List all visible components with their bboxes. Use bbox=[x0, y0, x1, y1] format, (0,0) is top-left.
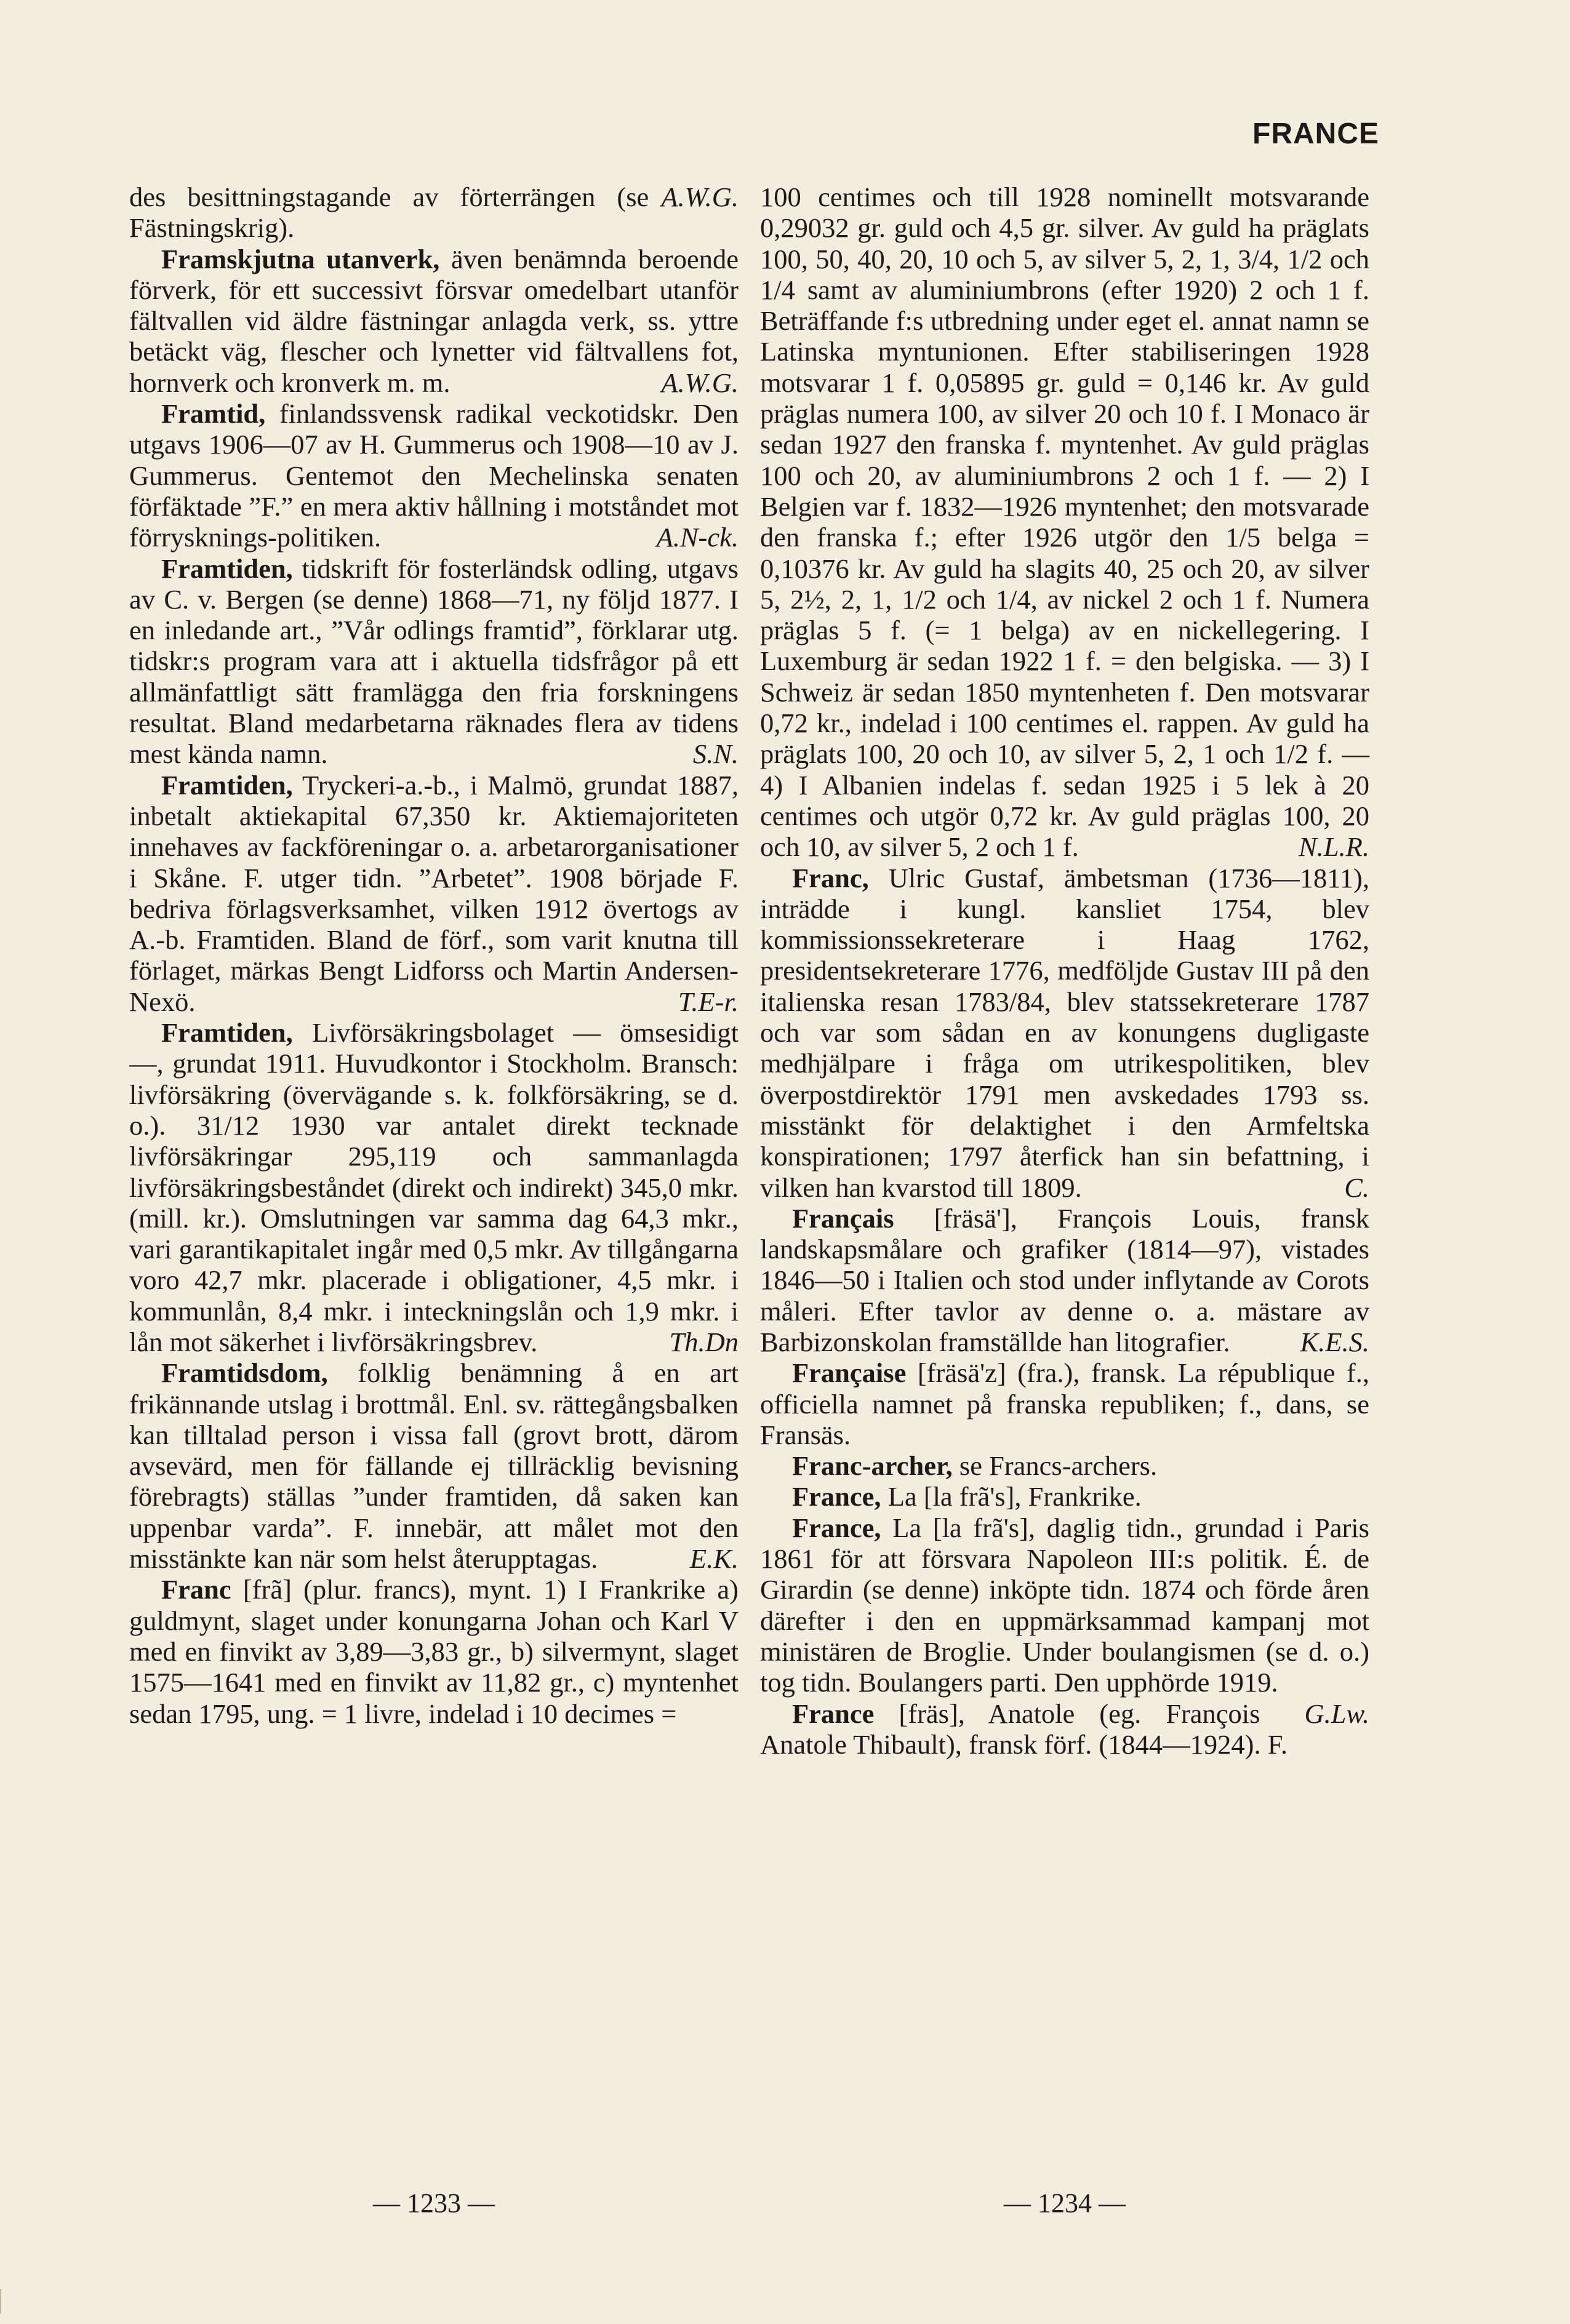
entry-fastningskrig-cont bbox=[129, 182, 739, 244]
right-column bbox=[760, 182, 1369, 1760]
entry-franc-ulric-gustaf bbox=[760, 863, 1369, 1203]
entry-framtid bbox=[129, 398, 739, 553]
entry-text: La [la frã's], Frankrike. bbox=[881, 1481, 1142, 1512]
entry-text: även benämnda beroende förverk, för ett successivt försvar omedelbart utanför fältvallen vid äldre fästningar anlagda verk, ss. yttre betäckt väg, flescher och lynetter vid fältvallens fot, hornverk och kronverk m. m. bbox=[129, 243, 739, 398]
entry-text: [fräsä'z] (fra.), fransk. La république f., officiella namnet på franska republiken; f., dans, se Fransäs. bbox=[760, 1357, 1369, 1450]
author-signature: E.K. bbox=[689, 1543, 739, 1575]
headword: Franc bbox=[161, 1574, 231, 1605]
entry-text: Ulric Gustaf, ämbetsman (1736—1811), inträdde i kungl. kansliet 1754, blev kommissionssekreterare i Haag 1762, presidentsekreterare 1776, medföljde Gustav III på den italienska resan 1783/84, blev statssekreterare 1787 och var som sådan en av konungens dugligaste medhjälpare i fråga om utrikespolitiken, blev överpostdirektör 1791 men avskedades 1793 ss. misstänkt för delaktighet i den Armfeltska konspirationen; 1797 återfick han sin befattning, i vilken han kvarstod till 1809. bbox=[760, 862, 1369, 1203]
headword: Framskjutna utanverk, bbox=[161, 243, 440, 274]
author-signature: S.N. bbox=[692, 738, 739, 770]
headword: Framtidsdom, bbox=[161, 1357, 328, 1389]
entry-text: des besittningstagande av förterrängen (se Fästningskrig). bbox=[129, 182, 649, 244]
entry-text: [fräsä'], François Louis, fransk landskapsmålare och grafiker (1814—97), vistades 1846—50 i Italien och stod under inflytande av Corots måleri. Efter tavlor av denne o. a. mästare av Barbizonskolan framställde han litografier. bbox=[760, 1202, 1369, 1357]
entry-text: La [la frã's], daglig tidn., grundad i Paris 1861 för att försvara Napoleon III:s politik. É. de Girardin (se denne) inköpte tidn. 1874 och förde åren därefter i den en uppmärksammad kampanj mot ministären de Broglie. Under boulangismen (se d. o.) tog tidn. Boulangers parti. Den upphörde 1919. bbox=[760, 1512, 1369, 1698]
headword: Framtid, bbox=[161, 398, 266, 429]
author-signature: A.W.G. bbox=[661, 367, 739, 398]
headword: Framtiden, bbox=[161, 553, 293, 584]
headword: Framtiden, bbox=[161, 1017, 293, 1048]
headword: France bbox=[792, 1698, 875, 1729]
entry-framtiden-tidskrift bbox=[129, 553, 739, 770]
entry-text: se Francs-archers. bbox=[952, 1450, 1158, 1482]
entry-text: 100 centimes och till 1928 nominellt motsvarande 0,29032 gr. guld och 4,5 gr. silver. Av guld ha präglats 100, 50, 40, 20, 10 och 5, av silver 5, 2, 1, 3/4, 1/2 och 1/4 samt av aluminiumbrons (efter 1920) 2 och 1 f. Beträffande f:s utbredning under eget el. annat namn se Latinska myntunionen. Efter stabiliseringen 1928 motsvarar 1 f. 0,05895 gr. guld = 0,146 kr. Av guld präglas numera 100, av silver 20 och 10 f. I Monaco är sedan 1927 den franska f. myntenhet. Av guld präglas 100 och 20, av aluminiumbrons 2 och 1 f. — 2) I Belgien var f. 1832—1926 myntenhet; den motsvarade den franska f.; efter 1926 utgör den 1/5 belga = 0,10376 kr. Av guld ha slagits 40, 25 och 20, av silver 5, 2½, 2, 1, 1/2 och 1/4, av nickel 2 och 1 f. Numera präglas 5 f. (= 1 belga) av en nickellegering. I Luxemburg är sedan 1922 1 f. = den belgiska. — 3) I Schweiz är sedan 1850 myntenheten f. Den motsvarar 0,72 kr., indelad i 100 centimes el. rappen. Av guld ha präglats 100, 20 och 10, av silver 5, 2, 1 och 1/2 f. — 4) I Albanien indelas f. sedan 1925 i 5 lek à 20 centimes och utgör 0,72 kr. Av guld präglas 100, 20 och 10, av silver 5, 2 och 1 f. bbox=[760, 182, 1369, 863]
paper-edge-mark bbox=[0, 2289, 12, 2314]
headword: France, bbox=[792, 1481, 881, 1512]
author-signature: G.Lw. bbox=[1304, 1698, 1369, 1729]
headword: Framtiden, bbox=[161, 769, 293, 801]
headword: Française bbox=[792, 1357, 907, 1389]
headword: France, bbox=[792, 1512, 881, 1543]
headword: Français bbox=[792, 1202, 894, 1234]
entry-text: [fräs], Anatole (eg. François Anatole Thibault), fransk förf. (1844—1924). F. bbox=[760, 1698, 1288, 1760]
entry-framtidsdom bbox=[129, 1357, 739, 1574]
entry-text: Livförsäkringsbolaget — ömsesidigt —, grundat 1911. Huvudkontor i Stockholm. Bransch: livförsäkring (övervägande s. k. folkförsäkring, se d. o.). 31/12 1930 var antalet direkt tecknade livförsäkringar 295,119 och sammanlagda livförsäkringsbeståndet (direkt och indirekt) 345,0 mkr. (mill. kr.). Omslutningen var samma dag 64,3 mkr., vari garantikapitalet ingår med 0,5 mkr. Av tillgångarna voro 42,7 mkr. placerade i obligationer, 4,5 mkr. i kommunlån, 8,4 mkr. i inteckningslån och 1,9 mkr. i lån mot säkerhet i livförsäkringsbrev. bbox=[129, 1017, 739, 1357]
entry-franc bbox=[129, 1574, 739, 1728]
author-signature: Th.Dn bbox=[669, 1326, 739, 1357]
author-signature: A.W.G. bbox=[661, 182, 739, 212]
entry-francaise bbox=[760, 1357, 1369, 1450]
author-signature: A.N-ck. bbox=[656, 522, 739, 553]
entry-framtiden-livforsakring bbox=[129, 1017, 739, 1357]
headword: Franc, bbox=[792, 862, 869, 893]
entry-franc-cont bbox=[760, 182, 1369, 863]
left-column bbox=[129, 182, 739, 1729]
entry-text: tidskrift för fosterländsk odling, utgavs av C. v. Bergen (se denne) 1868—71, ny följd 1877. I en inledande art., ”Vår odlings framtid”, förklarar utg. tidskr:s program vara att i aktuella tidsfrågor på ett allmänfattligt sätt framlägga den fria forskningens resultat. Bland medarbetarna räknades flera av tidens mest kända namn. bbox=[129, 553, 739, 770]
entry-franc-archer bbox=[760, 1450, 1369, 1481]
headword: Franc-archer, bbox=[792, 1450, 953, 1482]
entry-francais bbox=[760, 1203, 1369, 1357]
entry-text: [frã] (plur. francs), mynt. 1) I Frankrike a) guldmynt, slaget under konungarna Johan och Karl V med en finvikt av 3,89—3,83 gr., b) silvermynt, slaget 1575—1641 med en finvikt av 11,82 gr., c) myntenhet sedan 1795, ung. = 1 livre, indelad i 10 decimes = bbox=[129, 1574, 739, 1729]
entry-framskjutna-utanverk bbox=[129, 244, 739, 398]
entry-text: finlandssvensk radikal veckotidskr. Den utgavs 1906—07 av H. Gummerus och 1908—10 av J. Gummerus. Gentemot den Mechelinska senaten förfäktade ”F.” en mera aktiv hållning i motståndet mot förrysknings-politiken. bbox=[129, 398, 739, 553]
author-signature: C. bbox=[1344, 1172, 1369, 1203]
entry-france-la bbox=[760, 1481, 1369, 1512]
entry-framtiden-tryckeri bbox=[129, 770, 739, 1017]
author-signature: N.L.R. bbox=[1299, 831, 1369, 863]
page-number-right: — 1234 — bbox=[1004, 2188, 1126, 2218]
running-head: FRANCE bbox=[1252, 118, 1379, 150]
author-signature: K.E.S. bbox=[1300, 1326, 1369, 1357]
entry-text: Tryckeri-a.-b., i Malmö, grundat 1887, inbetalt aktiekapital 67,350 kr. Aktiemajoriteten innehaves av fackföreningar o. a. arbetarorganisationer i Skåne. F. utger tidn. ”Arbetet”. 1908 började F. bedriva förlagsverksamhet, vilken 1912 övertogs av A.-b. Framtiden. Bland de förf., som varit knutna till förlaget, märkas Bengt Lidforss och Martin Andersen-Nexö. bbox=[129, 769, 739, 1017]
page-number-left: — 1233 — bbox=[373, 2188, 495, 2218]
entry-text: folklig benämning å en art frikännande utslag i brottmål. Enl. sv. rättegångsbalken kan tilltalad person i vissa fall (grovt brott, därom avsevärd, men för fällande ej tillräcklig bevisning förebragts) ställas ”under framtiden, då saken kan uppenbar varda”. F. innebär, att målet mot den misstänkte kan när som helst återupptagas. bbox=[129, 1357, 739, 1575]
author-signature: T.E-r. bbox=[678, 986, 739, 1017]
